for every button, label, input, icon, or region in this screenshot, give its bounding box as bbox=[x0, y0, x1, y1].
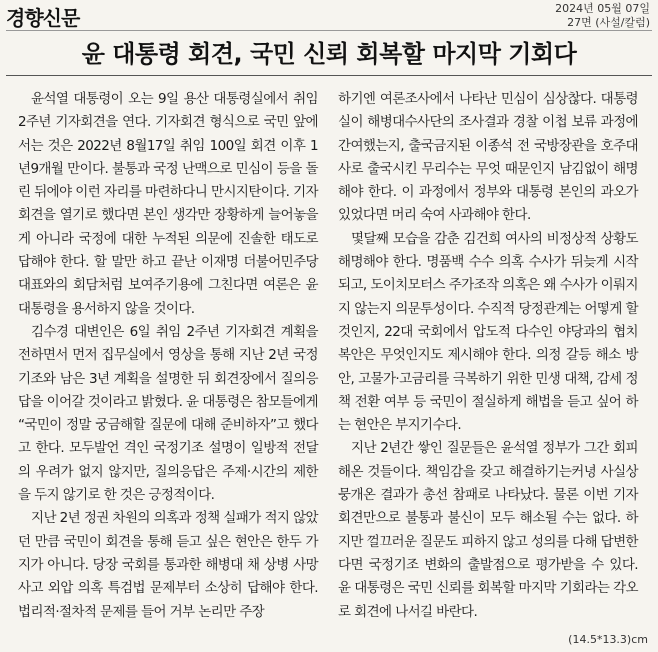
top-divider bbox=[6, 30, 652, 31]
paragraph: 지난 2년간 쌓인 질문들은 윤석열 정부가 그간 회피해온 것들이다. 책임감을 갖고 해결하기는커녕 사실상 뭉개온 결과가 총선 참패로 나타났다. 물론 이번 기자회견만으로 불통과 불신이 모두 해소될 수는 없다. 하지만 껄끄러운 질문도 피하지 않고 성의를 다해 답변한다면 국정기조 변화의 출발점으로 평가받을 수 있다. 윤 대통령은 국민 신뢰를 회복할 마지막 기회라는 각오로 회견에 나서길 바란다. bbox=[338, 440, 638, 620]
article-column-right bbox=[338, 88, 638, 624]
paragraph: 윤석열 대통령이 오는 9일 용산 대통령실에서 취임 2주년 기자회견을 연다. 기자회견 형식으로 국민 앞에 서는 것은 2022년 8월17일 취임 100일 회견 이후 1년9개월 만이다. 불통과 국정 난맥으로 민심이 등을 돌린 뒤에야 이런 자리를 마련하다니 만시지탄이다. 기자회견을 열기로 했다면 본인 생각만 장황하게 늘어놓을 게 아니라 국정에 대한 누적된 의문에 진솔한 태도로 답해야 한다. 할 말만 하고 끝난 이재명 더불어민주당 대표와의 회담처럼 보여주기용에 그친다면 여론은 윤 대통령을 용서하지 않을 것이다. bbox=[18, 91, 318, 317]
paragraph: 몇달째 모습을 감춘 김건희 여사의 비정상적 상황도 해명해야 한다. 명품백 수수 의혹 수사가 뒤늦게 시작되고, 도이치모터스 주가조작 의혹은 왜 수사가 이뤄지지 않는지 의문투성이다. 수직적 당정관계는 어떻게 할 것인지, 22대 국회에서 압도적 다수인 야당과의 협치 복안은 무엇인지도 제시해야 한다. 의정 갈등 해소 방안, 고물가·고금리를 극복하기 위한 민생 대책, 감세 정책 전환 여부 등 국민이 절실하게 해법을 듣고 싶어 하는 현안은 부지기수다. bbox=[338, 230, 638, 434]
publication-meta bbox=[555, 2, 650, 30]
newspaper-masthead: 경향신문 bbox=[6, 6, 80, 30]
paragraph-continued: 하기엔 여론조사에서 나타난 민심이 심상찮다. 대통령실이 해병대수사단의 조사결과 경찰 이첩 보류 과정에 간여했는지, 출국금지된 이종석 전 국방장관을 호주대사로 출국시킨 무리수는 무엇 때문인지 남김없이 해명해야 한다. 이 과정에서 정부와 대통령 본인의 과오가 있었다면 머리 숙여 사과해야 한다. bbox=[338, 91, 638, 224]
article-headline: 윤 대통령 회견, 국민 신뢰 회복할 마지막 기회다 bbox=[81, 40, 577, 68]
paragraph: 지난 2년 정권 차원의 의혹과 정책 실패가 적지 않았던 만큼 국민이 회견을 통해 듣고 싶은 현안은 한두 가지가 아니다. 당장 국회를 통과한 해병대 채 상병 사망사고 외압 의혹 특검법 문제부터 소상히 답해야 한다. 법리적·절차적 문제를 들어 거부 논리만 주장 bbox=[18, 510, 318, 620]
clipping-size: (14.5*13.3)cm bbox=[568, 633, 648, 646]
page-section: 27면 (사설/칼럼) bbox=[567, 16, 650, 29]
article-column-left bbox=[18, 88, 318, 624]
headline-divider bbox=[6, 75, 652, 76]
publication-date: 2024년 05월 07일 bbox=[555, 2, 650, 15]
paragraph: 김수경 대변인은 6일 취임 2주년 기자회견 계획을 전하면서 먼저 집무실에서 영상을 통해 지난 2년 국정 기조와 남은 3년 계획을 설명한 뒤 회견장에서 질의응답을 이어갈 것이라고 밝혔다. 윤 대통령은 참모들에게 “국민이 정말 궁금해할 질문에 대해 준비하자”고 했다고 한다. 모두발언 격인 국정기조 설명이 일방적 전달의 우려가 없지 않지만, 질의응답은 주제·시간의 제한을 두지 않기로 한 것은 긍정적이다. bbox=[18, 323, 318, 504]
